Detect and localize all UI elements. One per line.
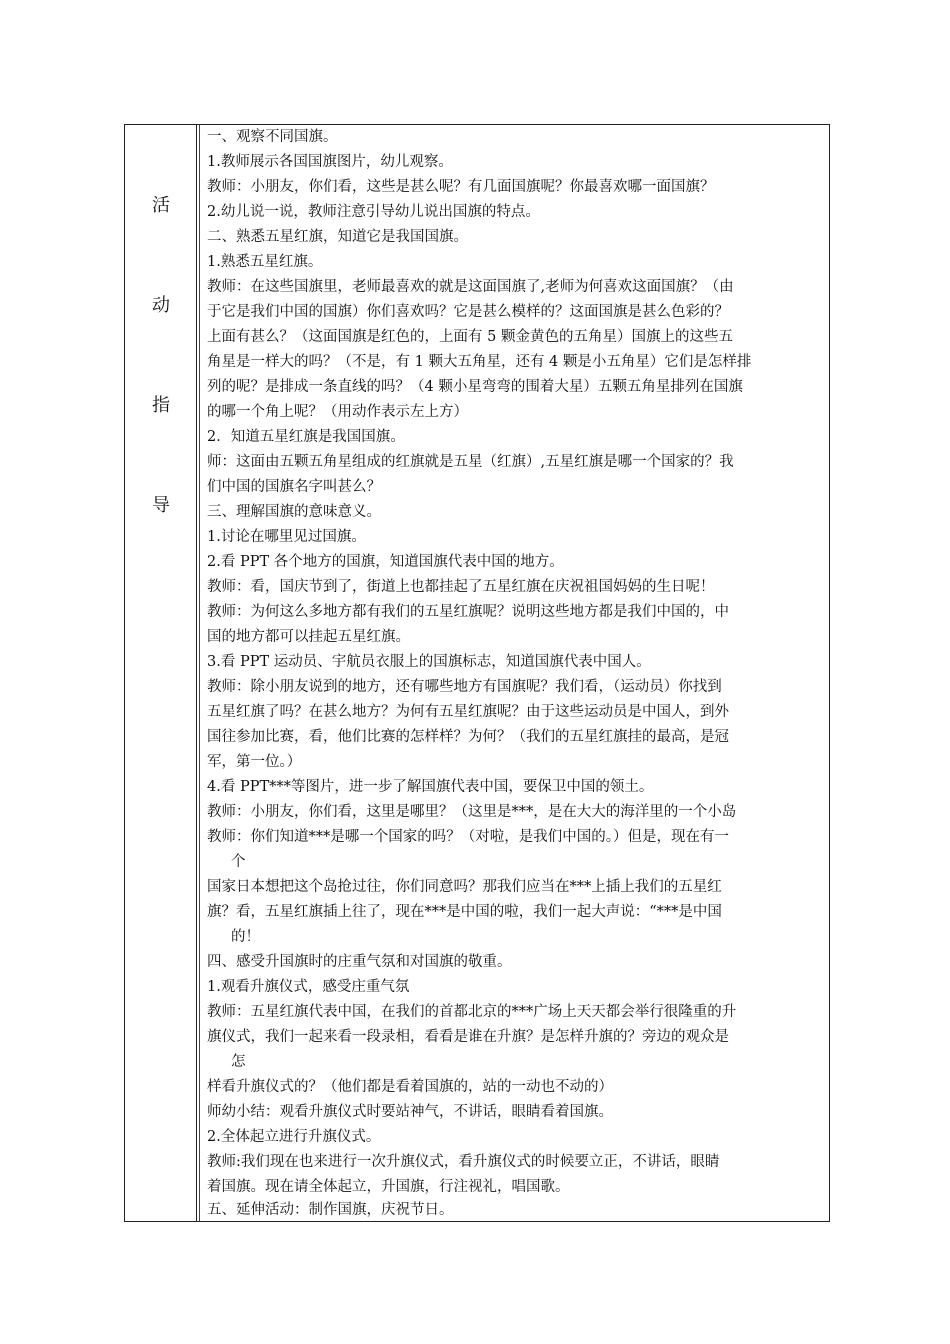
content-line: 国的地方都可以挂起五星红旗。	[207, 629, 410, 645]
content-line: 四、感受升国旗时的庄重气氛和对国旗的敬重。	[207, 954, 512, 970]
content-line: 2.全体起立进行升旗仪式。	[207, 1129, 381, 1145]
content-line: 军，第一位。）	[207, 754, 302, 770]
content-line: 教师：小朋友，你们看，这里是哪里？（这里是***，是在大大的海洋里的一个小岛	[207, 804, 737, 820]
content-line: 怎	[231, 1054, 246, 1070]
content-line: 3.看 PPT 运动员、宇航员衣服上的国旗标志，知道国旗代表中国人。	[207, 654, 651, 670]
content-line: 于它是我们中国的国旗）你们喜欢吗？它是甚么模样的？这面国旗是甚么色彩的？	[207, 304, 729, 320]
cell-divider	[199, 125, 200, 1221]
content-line: 师：这面由五颗五角星组成的红旗就是五星（红旗）,五星红旗是哪一个国家的？我	[207, 454, 734, 470]
content-line: 二、熟悉五星红旗，知道它是我国国旗。	[207, 229, 468, 245]
content-line: 教师：在这些国旗里，老师最喜欢的就是这面国旗了,老师为何喜欢这面国旗？（由	[207, 279, 734, 295]
content-line: 2.看 PPT 各个地方的国旗，知道国旗代表中国的地方。	[207, 554, 564, 570]
content-line: 教师：除小朋友说到的地方，还有哪些地方有国旗呢？我们看，（运动员）你找到	[207, 679, 722, 695]
content-line: 2．知道五星红旗是我国国旗。	[207, 429, 405, 445]
section-label-char: 导	[152, 495, 170, 516]
section-label-char: 动	[152, 295, 170, 316]
content-line: 1.教师展示各国国旗图片，幼儿观察。	[207, 154, 453, 170]
content-line: 教师：看，国庆节到了，街道上也都挂起了五星红旗在庆祝祖国妈妈的生日呢！	[207, 579, 715, 595]
content-line: 2.幼儿说一说，教师注意引导幼儿说出国旗的特点。	[207, 204, 540, 220]
section-label-cell	[125, 125, 197, 1221]
content-line: 教师：为何这么多地方都有我们的五星红旗呢？说明这些地方都是我们中国的，中	[207, 604, 729, 620]
content-line: 教师：五星红旗代表中国，在我们的首都北京的***广场上天天都会举行很隆重的升	[207, 1004, 737, 1020]
content-line: 国往参加比赛，看，他们比赛的怎样样？为何？（我们的五星红旗挂的最高，是冠	[207, 729, 729, 745]
lesson-table	[124, 124, 830, 1222]
section-label-char: 活	[152, 195, 170, 216]
content-line: 个	[231, 854, 246, 870]
content-line: 角星是一样大的吗？（不是，有 1 颗大五角星，还有 4 颗是小五角星）它们是怎样排	[207, 354, 752, 370]
content-line: 1.熟悉五星红旗。	[207, 254, 323, 270]
content-line: 列的呢？是排成一条直线的吗？（4 颗小星弯弯的围着大星）五颗五角星排列在国旗	[207, 379, 743, 395]
content-line: 们中国的国旗名字叫甚么？	[207, 479, 381, 495]
content-line: 教师:我们现在也来进行一次升旗仪式，看升旗仪式的时候要立正，不讲话，眼睛	[207, 1154, 720, 1170]
content-line: 的！	[231, 929, 260, 945]
content-line: 旗？看，五星红旗插上往了，现在***是中国的啦，我们一起大声说：“***是中国	[207, 904, 722, 920]
content-line: 国家日本想把这个岛抢过往，你们同意吗？那我们应当在***上插上我们的五星红	[207, 879, 722, 895]
content-line: 1.观看升旗仪式，感受庄重气氛	[207, 979, 410, 995]
content-line: 教师：你们知道***是哪一个国家的吗？（对啦，是我们中国的。）但是，现在有一	[207, 829, 729, 845]
content-line: 师幼小结：观看升旗仪式时要站神气，不讲话，眼睛看着国旗。	[207, 1104, 613, 1120]
content-line: 教师：小朋友，你们看，这些是甚么呢？有几面国旗呢？你最喜欢哪一面国旗？	[207, 179, 715, 195]
content-line: 4.看 PPT***等图片，进一步了解国旗代表中国，要保卫中国的领土。	[207, 779, 654, 795]
content-line: 1.讨论在哪里见过国旗。	[207, 529, 366, 545]
content-line: 的哪一个角上呢？（用动作表示左上方）	[207, 404, 468, 420]
content-line: 上面有甚么？（这面国旗是红色的，上面有 5 颗金黄色的五角星）国旗上的这些五	[207, 329, 733, 345]
content-line: 样看升旗仪式的？（他们都是看着国旗的，站的一动也不动的）	[207, 1079, 613, 1095]
content-line: 三、理解国旗的意味意义。	[207, 504, 381, 520]
content-line: 旗仪式，我们一起来看一段录相，看看是谁在升旗？是怎样升旗的？旁边的观众是	[207, 1029, 729, 1045]
content-line: 五、延伸活动：制作国旗，庆祝节日。	[207, 1202, 454, 1218]
content-line: 一、观察不同国旗。	[207, 129, 338, 145]
section-label-char: 指	[152, 395, 170, 416]
content-line: 着国旗。现在请全体起立，升国旗，行注视礼，唱国歌。	[207, 1179, 570, 1195]
content-line: 五星红旗了吗？在甚么地方？为何有五星红旗呢？由于这些运动员是中国人，到外	[207, 704, 729, 720]
